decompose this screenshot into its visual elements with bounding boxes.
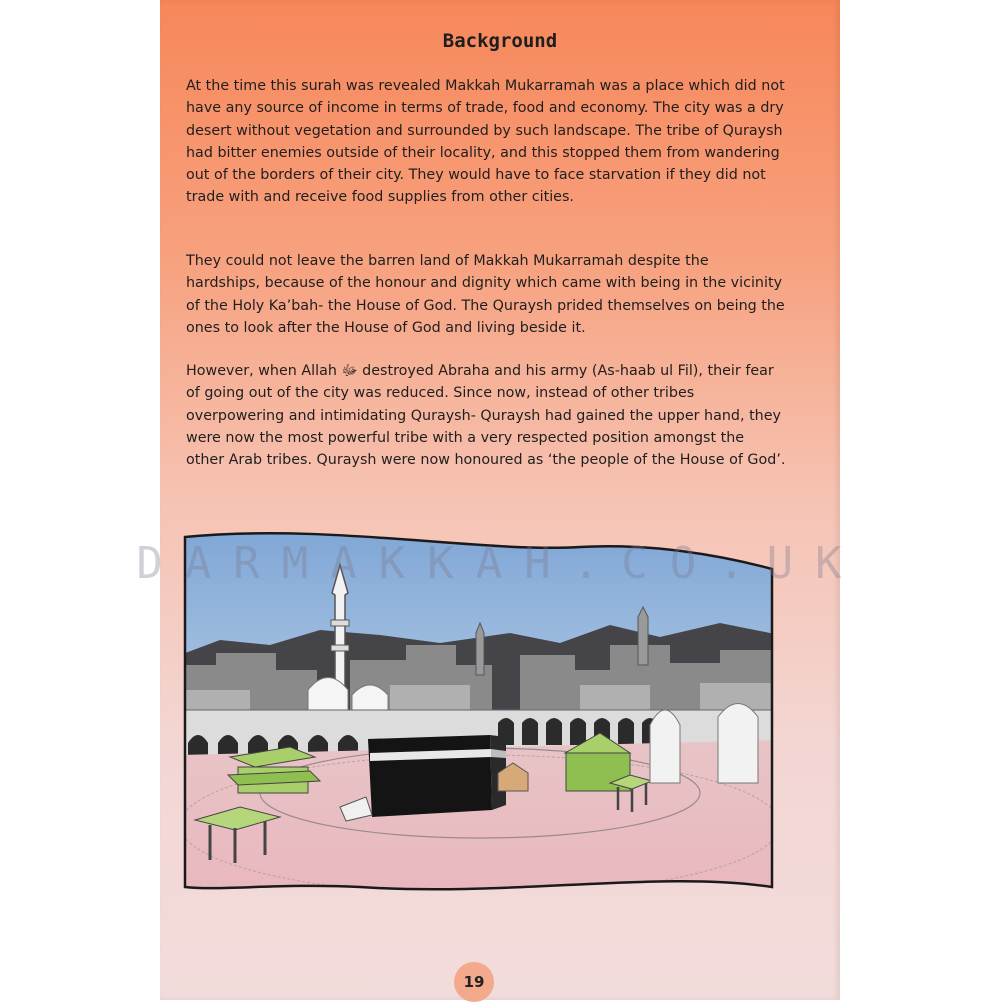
page-number: 19 (454, 962, 494, 1002)
page-title: Background (442, 30, 558, 52)
minaret-right (638, 607, 648, 665)
paragraph-1: At the time this surah was revealed Makkah Mukarramah was a place which did not have any source of income in terms of trade, food and economy. The city was a dry desert without vegetation and surrounded by such landscape. The tribe of Quraysh had bitter enemies outside of their locality, and this stopped them from wandering out of the borders of their city. They would have to face starvation if they did not trade with and receive food supplies from other cities. (186, 78, 785, 206)
paragraph-3: However, when Allah ﷻ destroyed Abraha and his army (As-haab ul Fil), their fear of going out of the city was reduced. Since now, instead of other tribes overpowering and intimidating Quraysh- Quraysh had gained the upper hand, they were now the most powerful tribe with a very respected position amongst the other Arab tribes. Quraysh were now honoured as ‘the people of the House of God’. (186, 363, 786, 469)
watermark: DARMAKKAH.CO.UK (136, 538, 864, 589)
book-page (160, 0, 840, 1000)
minaret-middle (476, 623, 484, 675)
white-building-right (718, 704, 758, 784)
kaaba (368, 735, 492, 817)
paragraph-2: They could not leave the barren land of Makkah Mukarramah despite the hardships, because of the honour and dignity which came with being in the vicinity of the Holy Ka’bah- the House of God. The Quraysh prided themselves on being the ones to look after the House of God and living beside it. (186, 253, 785, 336)
white-building-left (650, 710, 680, 783)
